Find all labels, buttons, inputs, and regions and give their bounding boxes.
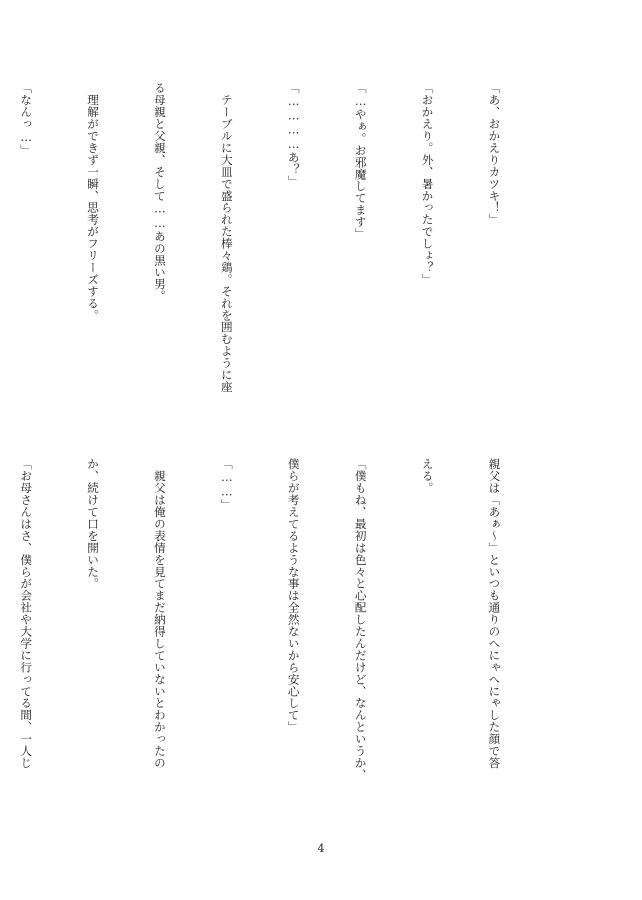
upper-text-block [0,82,550,442]
text-line: 親父は「あぁ〜」といつも通りのへにゃへにゃした顔で答 [487,458,502,769]
text-line: 「なんっ…」 [19,82,34,157]
text-line: 理解ができず一瞬、思考がフリーズする。 [86,82,101,321]
text-line: 「あ、おかえりカツキ！」 [487,82,502,226]
text-line: 親父は俺の表情を見てまだ納得していないとわかったの [152,458,167,769]
text-line: 「…やぁ。お邪魔してます」 [353,82,368,240]
text-line: か、続けて口を開いた。 [86,458,101,590]
text-line: 「お母さんはさ、僕らが会社や大学に行ってる間、一人じ [19,458,34,769]
text-line: 「…………あ？」 [286,82,301,188]
text-line: 「……」 [219,458,234,511]
text-line: える。 [420,458,435,494]
text-line: テーブルに大皿で盛られた棒々鶏。それを囲むように座 [219,82,234,393]
text-line: 「僕もね、最初は色々と心配したんだけど、なんというか、 [353,458,368,781]
text-line: 僕らが考えてるような事は全然ないから安心して」 [286,458,301,733]
text-line: 「おかえり。外、暑かったでしょ？」 [420,82,435,286]
lower-text-block [0,458,550,818]
page-number: 4 [317,842,325,855]
text-line: る母親と父親、そして……あの黒い男。 [152,82,167,302]
